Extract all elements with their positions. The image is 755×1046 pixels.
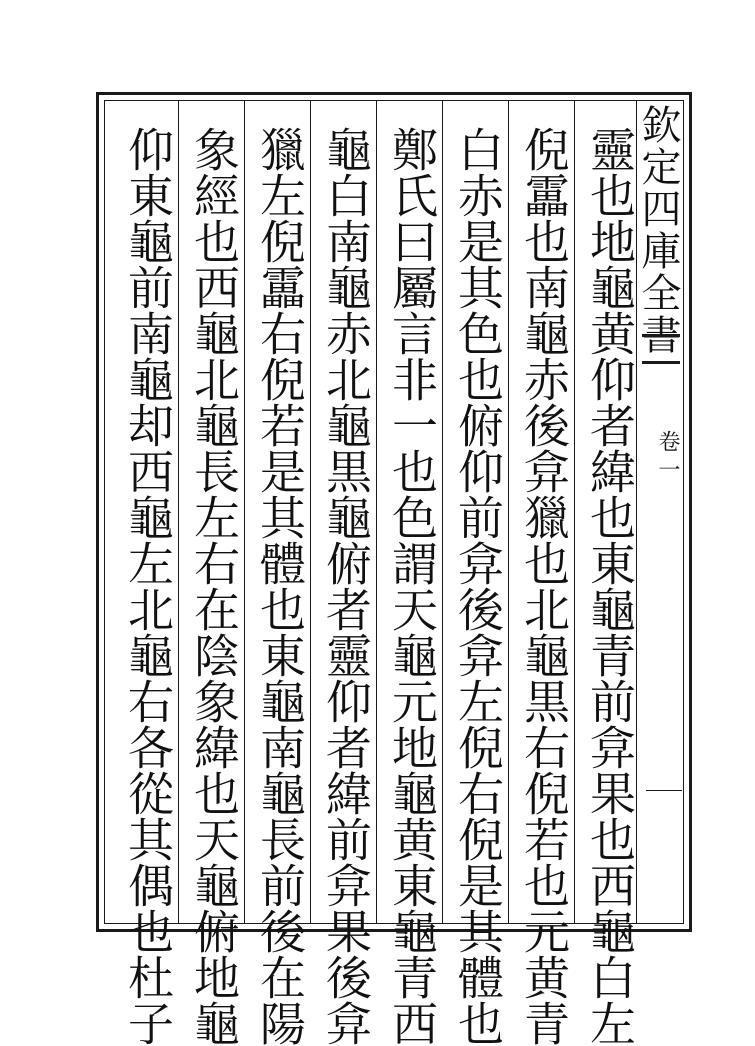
text-column-3: 白赤是其色也俯仰前弇後弇左倪右倪是其體也 [451,126,505,1046]
column-rule [574,100,575,924]
column-rule [310,100,311,924]
text-column-4: 鄭氏曰屬言非一也色謂天龜元地龜黄東龜青西 [385,126,439,1046]
fish-tail-mark [642,334,680,364]
column-rule [508,100,509,924]
column-rule [376,100,377,924]
column-rule [442,100,443,924]
gutter-divider [646,790,682,791]
text-column-2: 倪靁也南龜赤後弇獵也北龜黒右倪若也元黄青 [517,126,571,1046]
text-column-6: 獵左倪靁右倪若是其體也東龜南龜長前後在陽 [253,126,307,1046]
text-column-7: 象經也西龜北龜長左右在陰象緯也天龜俯地龜 [187,126,241,1046]
text-column-1: 靈也地龜黄仰者緯也東龜青前弇果也西龜白左 [583,126,637,1046]
text-column-8: 仰東龜前南龜却西龜左北龜右各從其偶也杜子 [121,126,175,1046]
column-rule [244,100,245,924]
book-title: 欽定四庫全書 [635,104,681,356]
juan-label: 卷一 [655,430,680,486]
column-rule [178,100,179,924]
text-column-5: 龜白南龜赤北龜黒龜俯者靈仰者緯前弇果後弇 [319,126,373,1046]
